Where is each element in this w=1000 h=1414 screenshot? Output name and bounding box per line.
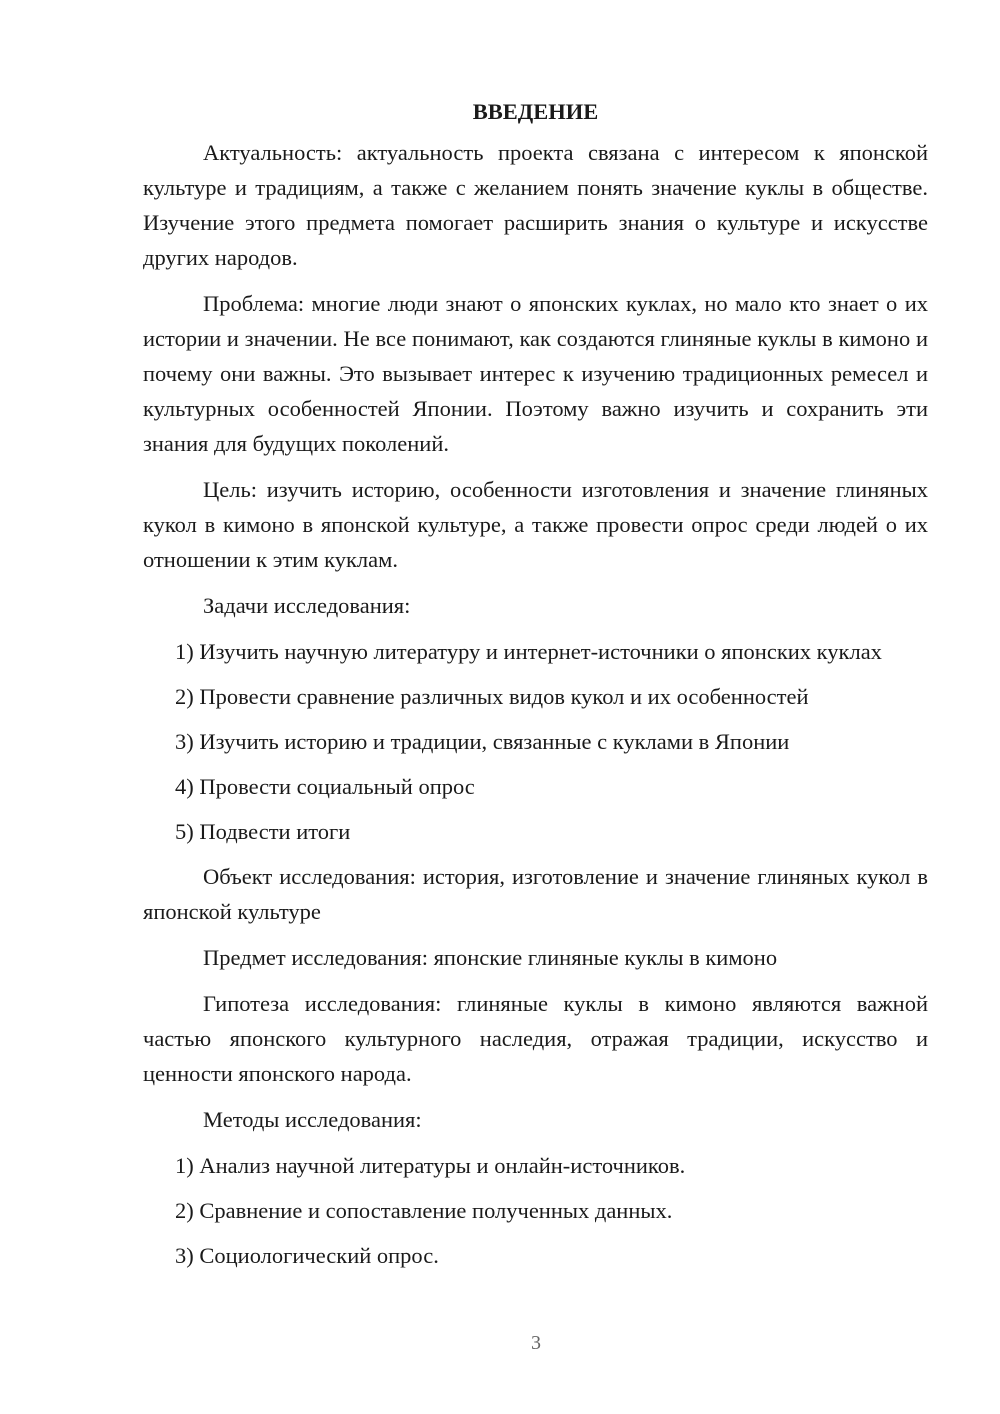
task-item: 5) Подвести итоги [175, 819, 351, 844]
task-item: 3) Изучить историю и традиции, связанные с куклами в Японии [175, 729, 790, 754]
relevance-paragraph: Актуальность: актуальность проекта связана с интересом к японской культуре и традициям, а также с желанием понять значение куклы в обществе. Изучение этого предмета помогает расширить знания о культуре и искусстве других народов. [143, 140, 928, 270]
method-item: 1) Анализ научной литературы и онлайн-источников. [175, 1153, 686, 1178]
task-item: 4) Провести социальный опрос [175, 774, 475, 799]
method-item: 3) Социологический опрос. [175, 1243, 439, 1268]
problem-paragraph: Проблема: многие люди знают о японских куклах, но мало кто знает о их истории и значении. Не все понимают, как создаются глиняные куклы в кимоно и почему они важны. Это вызывает интерес к изучению традиционных ремесел и культурных особенностей Японии. Поэтому важно изучить и сохранить эти знания для будущих поколений. [143, 291, 928, 456]
hypothesis-paragraph: Гипотеза исследования: глиняные куклы в кимоно являются важной частью японского культурного наследия, отражая традиции, искусство и ценности японского народа. [143, 991, 928, 1086]
subject-paragraph: Предмет исследования: японские глиняные куклы в кимоно [203, 945, 778, 970]
method-item: 2) Сравнение и сопоставление полученных данных. [175, 1198, 673, 1223]
document-page [143, 94, 928, 1283]
section-title: ВВЕДЕНИЕ [472, 99, 599, 124]
task-item: 1) Изучить научную литературу и интернет-источники о японских куклах [175, 639, 882, 664]
goal-paragraph: Цель: изучить историю, особенности изготовления и значение глиняных кукол в кимоно в японской культуре, а также провести опрос среди людей о их отношении к этим куклам. [143, 477, 928, 572]
tasks-heading: Задачи исследования: [203, 593, 411, 618]
methods-heading: Методы исследования: [203, 1107, 422, 1132]
object-paragraph: Объект исследования: история, изготовление и значение глиняных кукол в японской культуре [143, 864, 928, 924]
task-item: 2) Провести сравнение различных видов кукол и их особенностей [175, 684, 809, 709]
page-number: 3 [531, 1332, 541, 1354]
